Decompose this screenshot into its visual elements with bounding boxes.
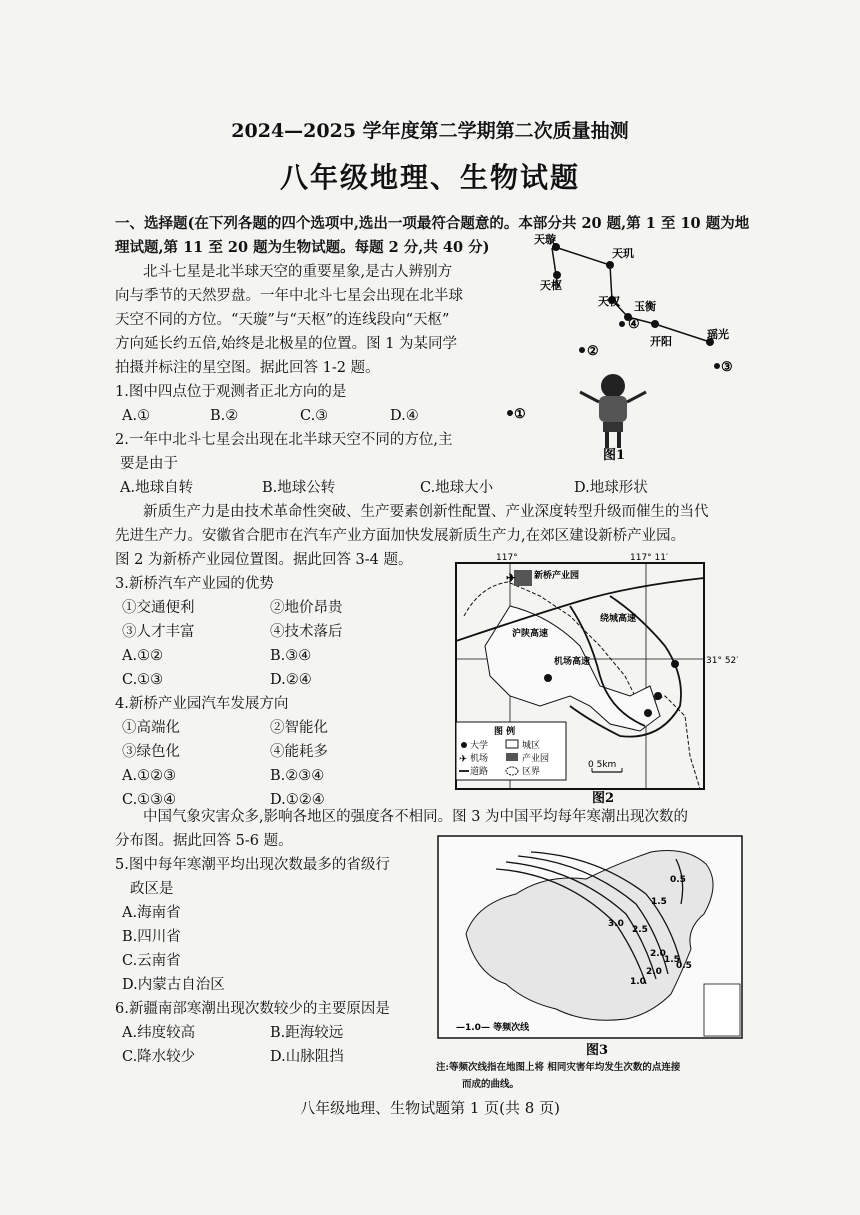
q1-option-d[interactable]: D.④ (390, 408, 419, 424)
q4-option-c[interactable]: C.①③④ (122, 792, 177, 808)
q3-item: ④技术落后 (270, 624, 343, 640)
label-point-4: ④ (628, 317, 640, 332)
longitude-label-right: 117° 11′ (630, 553, 669, 563)
q2-option-b[interactable]: B.地球公转 (262, 480, 336, 496)
figure-1-star-map (500, 228, 750, 468)
legend-airport-icon: ✈ (459, 754, 468, 765)
q5-option-b[interactable]: B.四川省 (122, 929, 181, 945)
q1-option-c[interactable]: C.③ (300, 408, 329, 424)
label-tianquan: 天权 (598, 295, 620, 308)
isoline-label: 1.0 (630, 977, 646, 987)
isoline-legend: —1.0— 等频次线 (456, 1023, 530, 1033)
longitude-label-left: 117° (496, 553, 518, 563)
legend-boundary: 区界 (522, 767, 541, 777)
scale-label: 0 5km (588, 760, 617, 770)
industrial-park-marker (514, 570, 532, 586)
isoline-label: 2.0 (646, 967, 662, 977)
latitude-label: 31° 52′ (706, 656, 739, 666)
legend-airport: 机场 (470, 754, 489, 764)
figure-2-caption: 图2 (592, 791, 615, 806)
point-1-dot (507, 410, 513, 416)
figure-3-cold-wave-map (436, 834, 750, 1059)
legend-road: 道路 (470, 767, 489, 777)
figure-1-caption: 图1 (603, 448, 626, 463)
question-2-stem: 2.一年中北斗七星会出现在北半球天空不同的方位,主 (115, 432, 453, 448)
q3-option-a[interactable]: A.①② (122, 648, 164, 664)
passage3-line: 中国气象灾害众多,影响各地区的强度各不相同。图 3 为中国平均每年寒潮出现次数的 (143, 809, 689, 825)
star-tianshu (553, 271, 561, 279)
section-heading-line1: 一、选择题(在下列各题的四个选项中,选出一项最符合题意的。本部分共 20 题,第 1 至 10 题为地 (115, 215, 750, 232)
label-point-3: ③ (721, 360, 733, 375)
q4-item: ②智能化 (270, 720, 328, 736)
point-2-dot (579, 347, 585, 353)
q5-option-c[interactable]: C.云南省 (122, 953, 181, 969)
question-3-stem: 3.新桥汽车产业园的优势 (115, 576, 274, 592)
q4-item: ①高端化 (122, 720, 180, 736)
point-4-dot (619, 321, 625, 327)
star-tianji (606, 261, 614, 269)
section-heading-line2: 理试题,第 11 至 20 题为生物试题。每题 2 分,共 40 分) (115, 239, 490, 256)
question-1-stem: 1.图中四点位于观测者正北方向的是 (115, 384, 347, 400)
question-4-stem: 4.新桥产业园汽车发展方向 (115, 696, 289, 712)
university-marker (654, 692, 662, 700)
q3-item: ①交通便利 (122, 600, 195, 616)
q1-option-b[interactable]: B.② (210, 408, 239, 424)
question-6-stem: 6.新疆南部寒潮出现次数较少的主要原因是 (115, 1001, 390, 1017)
passage1-line: 方向延长约五倍,始终是北极星的位置。图 1 为某同学 (115, 336, 458, 352)
isoline-label: 3.0 (608, 919, 624, 929)
question-5-stem: 5.图中每年寒潮平均出现次数最多的省级行 (115, 857, 390, 873)
passage1-line: 北斗七星是北半球天空的重要星象,是古人辨别方 (143, 264, 453, 280)
legend-urban: 城区 (522, 741, 541, 751)
label-tianshu: 天枢 (540, 279, 562, 292)
q5-option-d[interactable]: D.内蒙古自治区 (122, 977, 225, 993)
question-2-stem-cont: 要是由于 (120, 456, 178, 472)
south-china-sea-inset (704, 984, 740, 1036)
university-marker (644, 709, 652, 717)
point-3-dot (714, 363, 720, 369)
q4-item: ④能耗多 (270, 744, 328, 760)
university-marker (671, 660, 679, 668)
label-point-2: ② (587, 344, 599, 359)
airport-icon: ✈ (506, 571, 517, 585)
passage2-line: 先进生产力。安徽省合肥市在汽车产业方面加快发展新质生产力,在郊区建设新桥产业园。 (115, 528, 686, 544)
legend-urban-icon (506, 740, 518, 748)
university-marker (544, 674, 552, 682)
label-yuheng: 玉衡 (634, 300, 656, 313)
passage1-line: 向与季节的天然罗盘。一年中北斗七星会出现在北半球 (115, 288, 463, 304)
q3-item: ②地价昂贵 (270, 600, 343, 616)
figure-3-caption: 图3 (586, 1043, 609, 1058)
legend-title: 图 例 (494, 727, 516, 737)
q6-option-c[interactable]: C.降水较少 (122, 1049, 196, 1065)
passage2-line: 新质生产力是由技术革命性突破、生产要素创新性配置、产业深度转型升级而催生的当代 (143, 504, 709, 520)
figure-3-note-line2: 而成的曲线。 (462, 1079, 520, 1090)
legend-park: 产业园 (522, 754, 550, 764)
road-label-1: 沪陕高速 (512, 629, 549, 639)
legend-university: 大学 (470, 741, 489, 751)
q4-option-d[interactable]: D.①②④ (270, 792, 325, 808)
label-yaoguang: 瑶光 (707, 328, 729, 341)
q3-option-c[interactable]: C.①③ (122, 672, 164, 688)
q4-option-b[interactable]: B.②③④ (270, 768, 325, 784)
q3-option-d[interactable]: D.②④ (270, 672, 312, 688)
figure-3-note-line1: 注:等频次线指在地图上将 相同灾害年均发生次数的点连接 (436, 1062, 681, 1073)
passage3-line: 分布图。据此回答 5-6 题。 (115, 833, 293, 849)
q5-option-a[interactable]: A.海南省 (122, 905, 181, 921)
legend-park-icon (506, 753, 518, 761)
q1-option-a[interactable]: A.① (122, 408, 151, 424)
exam-title: 八年级地理、生物试题 (279, 161, 580, 194)
isoline-label: 1.5 (664, 955, 680, 965)
passage1-line: 拍摄并标注的星空图。据此回答 1-2 题。 (115, 360, 380, 376)
page-footer: 八年级地理、生物试题第 1 页(共 8 页) (300, 1099, 560, 1117)
passage2-line: 图 2 为新桥产业园位置图。据此回答 3-4 题。 (115, 552, 413, 568)
road-label-3: 绕城高速 (600, 614, 637, 624)
road-label-2: 机场高速 (554, 657, 591, 667)
isoline-label: 2.5 (632, 925, 648, 935)
label-tianji: 天玑 (612, 247, 634, 260)
q6-option-d[interactable]: D.山脉阻挡 (270, 1049, 344, 1065)
passage1-line: 天空不同的方位。“天璇”与“天枢”的连线段向“天枢” (115, 312, 450, 328)
q2-option-a[interactable]: A.地球自转 (120, 480, 194, 496)
q3-option-b[interactable]: B.③④ (270, 648, 312, 664)
observer-icon (580, 374, 646, 448)
q3-item: ③人才丰富 (122, 624, 195, 640)
star-kaiyang (651, 320, 659, 328)
label-kaiyang: 开阳 (650, 335, 672, 348)
isoline-label: 0.5 (676, 961, 692, 971)
legend-university-icon (461, 742, 467, 748)
q4-option-a[interactable]: A.①②③ (122, 768, 177, 784)
urban-area (485, 606, 660, 731)
road-hushan (456, 578, 704, 641)
question-5-stem-cont: 政区是 (130, 881, 174, 897)
q4-item: ③绿色化 (122, 744, 180, 760)
figure-2-location-map (450, 546, 750, 808)
q2-option-c[interactable]: C.地球大小 (420, 480, 494, 496)
q6-option-b[interactable]: B.距海较远 (270, 1025, 344, 1041)
label-point-1: ① (514, 407, 526, 422)
isoline-label: 0.5 (670, 875, 686, 885)
label-tianxuan: 天璇 (534, 233, 556, 246)
q2-option-d[interactable]: D.地球形状 (574, 480, 648, 496)
q6-option-a[interactable]: A.纬度较高 (122, 1025, 196, 1041)
isoline-label: 2.0 (650, 949, 666, 959)
isoline-label: 1.5 (651, 897, 667, 907)
exam-header: 2024—2025 学年度第二学期第二次质量抽测 (231, 120, 629, 142)
park-label: 新桥产业园 (534, 571, 580, 581)
